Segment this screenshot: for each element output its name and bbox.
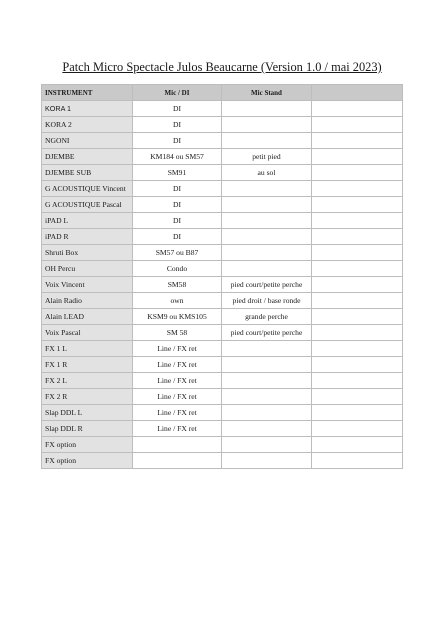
cell-extra	[312, 421, 403, 437]
cell-instrument: FX 1 L	[42, 341, 133, 357]
cell-instrument: FX 2 R	[42, 389, 133, 405]
cell-mic-stand: au sol	[222, 165, 312, 181]
table-row	[42, 149, 403, 165]
cell-instrument: Voix Pascal	[42, 325, 133, 341]
cell-mic-stand	[222, 229, 312, 245]
table-row	[42, 357, 403, 373]
cell-extra	[312, 357, 403, 373]
table-row	[42, 293, 403, 309]
cell-instrument: KORA 1	[42, 101, 133, 117]
table-row	[42, 325, 403, 341]
cell-extra	[312, 389, 403, 405]
cell-extra	[312, 373, 403, 389]
cell-mic-stand	[222, 421, 312, 437]
cell-mic-di: DI	[133, 117, 222, 133]
cell-extra	[312, 149, 403, 165]
cell-extra	[312, 293, 403, 309]
table-row	[42, 197, 403, 213]
table-row	[42, 133, 403, 149]
cell-extra	[312, 453, 403, 469]
cell-extra	[312, 309, 403, 325]
cell-mic-di: Condo	[133, 261, 222, 277]
cell-instrument: G ACOUSTIQUE Pascal	[42, 197, 133, 213]
cell-mic-stand	[222, 341, 312, 357]
cell-extra	[312, 405, 403, 421]
cell-mic-di: DI	[133, 197, 222, 213]
cell-instrument: Alain LEAD	[42, 309, 133, 325]
cell-instrument: DJEMBE	[42, 149, 133, 165]
cell-extra	[312, 181, 403, 197]
cell-instrument: FX option	[42, 453, 133, 469]
table-row	[42, 437, 403, 453]
cell-mic-stand	[222, 197, 312, 213]
cell-mic-stand	[222, 101, 312, 117]
cell-mic-di: DI	[133, 101, 222, 117]
cell-mic-stand	[222, 117, 312, 133]
cell-mic-stand	[222, 133, 312, 149]
cell-mic-di: KSM9 ou KMS105	[133, 309, 222, 325]
cell-extra	[312, 245, 403, 261]
cell-mic-stand	[222, 389, 312, 405]
cell-instrument: Shruti Box	[42, 245, 133, 261]
table-row	[42, 181, 403, 197]
cell-mic-stand: petit pied	[222, 149, 312, 165]
cell-mic-stand	[222, 261, 312, 277]
cell-mic-stand	[222, 405, 312, 421]
table-row	[42, 245, 403, 261]
cell-instrument: FX option	[42, 437, 133, 453]
cell-mic-di: KM184 ou SM57	[133, 149, 222, 165]
cell-mic-di: own	[133, 293, 222, 309]
cell-mic-di: DI	[133, 213, 222, 229]
table-row	[42, 165, 403, 181]
cell-extra	[312, 165, 403, 181]
cell-mic-stand	[222, 453, 312, 469]
table-row	[42, 405, 403, 421]
cell-instrument: Slap DDL L	[42, 405, 133, 421]
cell-extra	[312, 213, 403, 229]
document-title: Patch Micro Spectacle Julos Beaucarne (Version 1.0 / mai 2023)	[62, 60, 382, 74]
cell-mic-stand: pied court/petite perche	[222, 277, 312, 293]
cell-instrument: Alain Radio	[42, 293, 133, 309]
cell-extra	[312, 261, 403, 277]
patch-table	[41, 84, 403, 469]
cell-mic-stand	[222, 357, 312, 373]
cell-mic-di: DI	[133, 181, 222, 197]
cell-mic-di: SM 58	[133, 325, 222, 341]
cell-instrument: FX 1 R	[42, 357, 133, 373]
cell-instrument: Voix Vincent	[42, 277, 133, 293]
table-row	[42, 421, 403, 437]
cell-mic-di	[133, 453, 222, 469]
cell-instrument: OH Percu	[42, 261, 133, 277]
cell-extra	[312, 437, 403, 453]
header-mic-di: Mic / DI	[133, 85, 222, 101]
cell-mic-di: Line / FX ret	[133, 421, 222, 437]
table-row	[42, 309, 403, 325]
cell-mic-di: DI	[133, 229, 222, 245]
cell-instrument: NGONI	[42, 133, 133, 149]
header-mic-stand: Mic Stand	[222, 85, 312, 101]
header-row	[42, 85, 403, 101]
cell-extra	[312, 197, 403, 213]
cell-mic-di: SM57 ou B87	[133, 245, 222, 261]
cell-instrument: Slap DDL R	[42, 421, 133, 437]
table-row	[42, 389, 403, 405]
table-row	[42, 341, 403, 357]
cell-mic-stand: grande perche	[222, 309, 312, 325]
cell-extra	[312, 341, 403, 357]
table-row	[42, 229, 403, 245]
cell-instrument: DJEMBE SUB	[42, 165, 133, 181]
cell-mic-di: Line / FX ret	[133, 357, 222, 373]
table-row	[42, 261, 403, 277]
header-instrument: INSTRUMENT	[42, 85, 133, 101]
cell-mic-di: Line / FX ret	[133, 373, 222, 389]
cell-instrument: KORA 2	[42, 117, 133, 133]
cell-mic-di: Line / FX ret	[133, 405, 222, 421]
cell-mic-stand: pied court/petite perche	[222, 325, 312, 341]
cell-mic-di	[133, 437, 222, 453]
cell-extra	[312, 117, 403, 133]
cell-mic-stand	[222, 373, 312, 389]
cell-instrument: G ACOUSTIQUE Vincent	[42, 181, 133, 197]
cell-mic-di: DI	[133, 133, 222, 149]
cell-extra	[312, 133, 403, 149]
cell-extra	[312, 101, 403, 117]
cell-instrument: iPAD L	[42, 213, 133, 229]
cell-mic-di: Line / FX ret	[133, 341, 222, 357]
table-row	[42, 117, 403, 133]
cell-mic-di: SM58	[133, 277, 222, 293]
header-extra	[312, 85, 403, 101]
cell-instrument: iPAD R	[42, 229, 133, 245]
cell-extra	[312, 229, 403, 245]
table-row	[42, 277, 403, 293]
cell-mic-stand	[222, 437, 312, 453]
table-row	[42, 453, 403, 469]
table-row	[42, 213, 403, 229]
table-row	[42, 101, 403, 117]
cell-instrument: FX 2 L	[42, 373, 133, 389]
cell-mic-stand	[222, 245, 312, 261]
cell-mic-stand	[222, 213, 312, 229]
cell-extra	[312, 277, 403, 293]
cell-mic-stand	[222, 181, 312, 197]
table-row	[42, 373, 403, 389]
cell-mic-stand: pied droit / base ronde	[222, 293, 312, 309]
cell-mic-di: SM91	[133, 165, 222, 181]
cell-mic-di: Line / FX ret	[133, 389, 222, 405]
cell-extra	[312, 325, 403, 341]
